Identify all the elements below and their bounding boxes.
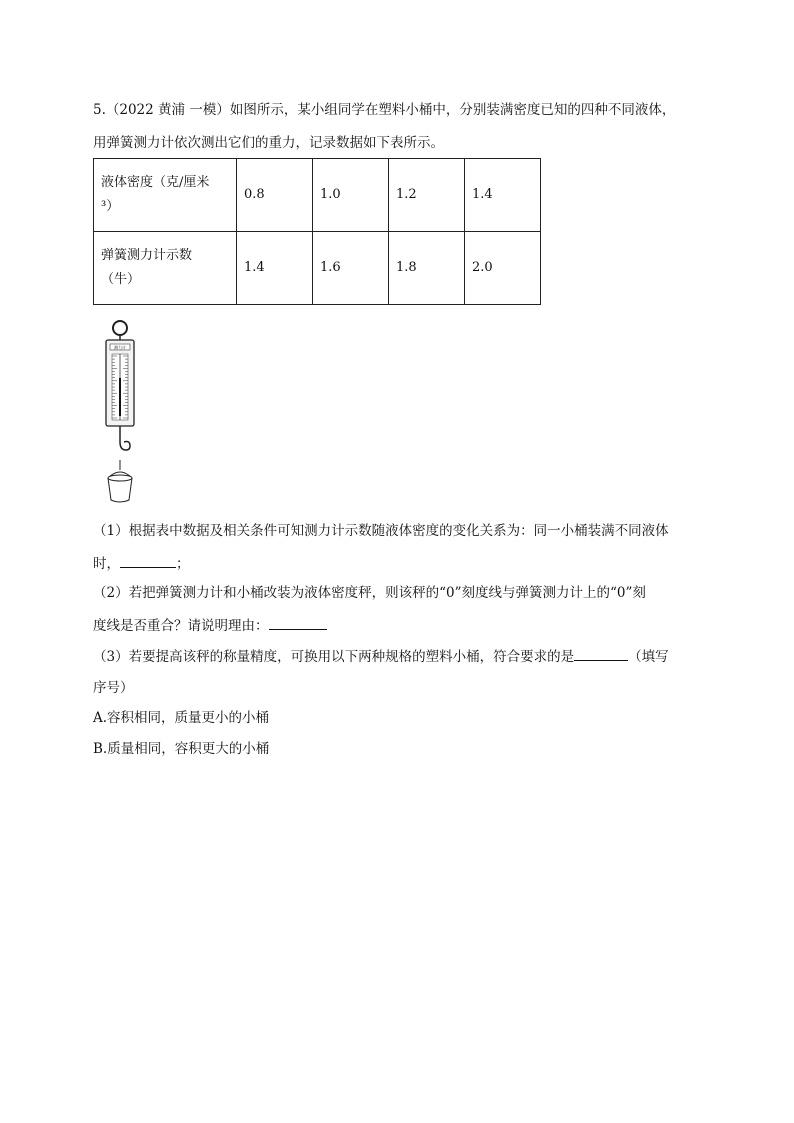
reading-cell: 2.0 [465,232,541,305]
option-a: A.容积相同，质量更小的小桶 [93,710,270,726]
answer-blank-2[interactable] [269,615,327,630]
density-cell: 0.8 [237,159,313,232]
data-table [93,158,541,305]
reading-cell: 1.6 [313,232,389,305]
part2-line-2: 度线是否重合？请说明理由： [93,615,327,636]
question-intro-line-2: 用弹簧测力计依次测出它们的重力，记录数据如下表所示。 [93,135,444,151]
option-b: B.质量相同，容积更大的小桶 [93,741,270,757]
part1-line-2: 时， ； [93,553,190,574]
answer-blank-3[interactable] [574,646,628,661]
answer-blank-1[interactable] [120,553,176,568]
row-header-density: 液体密度（克/厘米 ³） [94,159,237,232]
question-intro-line-1: 5.（2022 黄浦 一模）如图所示，某小组同学在塑料小桶中，分别装满密度已知的四种不同液体， [93,102,676,118]
density-cell: 1.2 [389,159,465,232]
spring-scale-bucket-figure [100,318,140,506]
part1-line-1: （1）根据表中数据及相关条件可知测力计示数随液体密度的变化关系为：同一小桶装满不同液体 [93,523,669,539]
density-cell: 1.0 [313,159,389,232]
part2-line-1: （2）若把弹簧测力计和小桶改装为液体密度秤，则该秤的“0”刻度线与弹簧测力计上的“0”刻 [93,585,646,601]
reading-cell: 1.8 [389,232,465,305]
table-row-reading [94,232,541,305]
part3-line-1: （3）若要提高该秤的称量精度，可换用以下两种规格的塑料小桶，符合要求的是 （填写 [93,646,669,667]
table-row-density [94,159,541,232]
reading-cell: 1.4 [237,232,313,305]
density-cell: 1.4 [465,159,541,232]
row-header-reading: 弹簧测力计示数 （牛） [94,232,237,305]
gauge-title: 测力计 [114,345,126,350]
part3-line-2: 序号） [93,680,134,696]
